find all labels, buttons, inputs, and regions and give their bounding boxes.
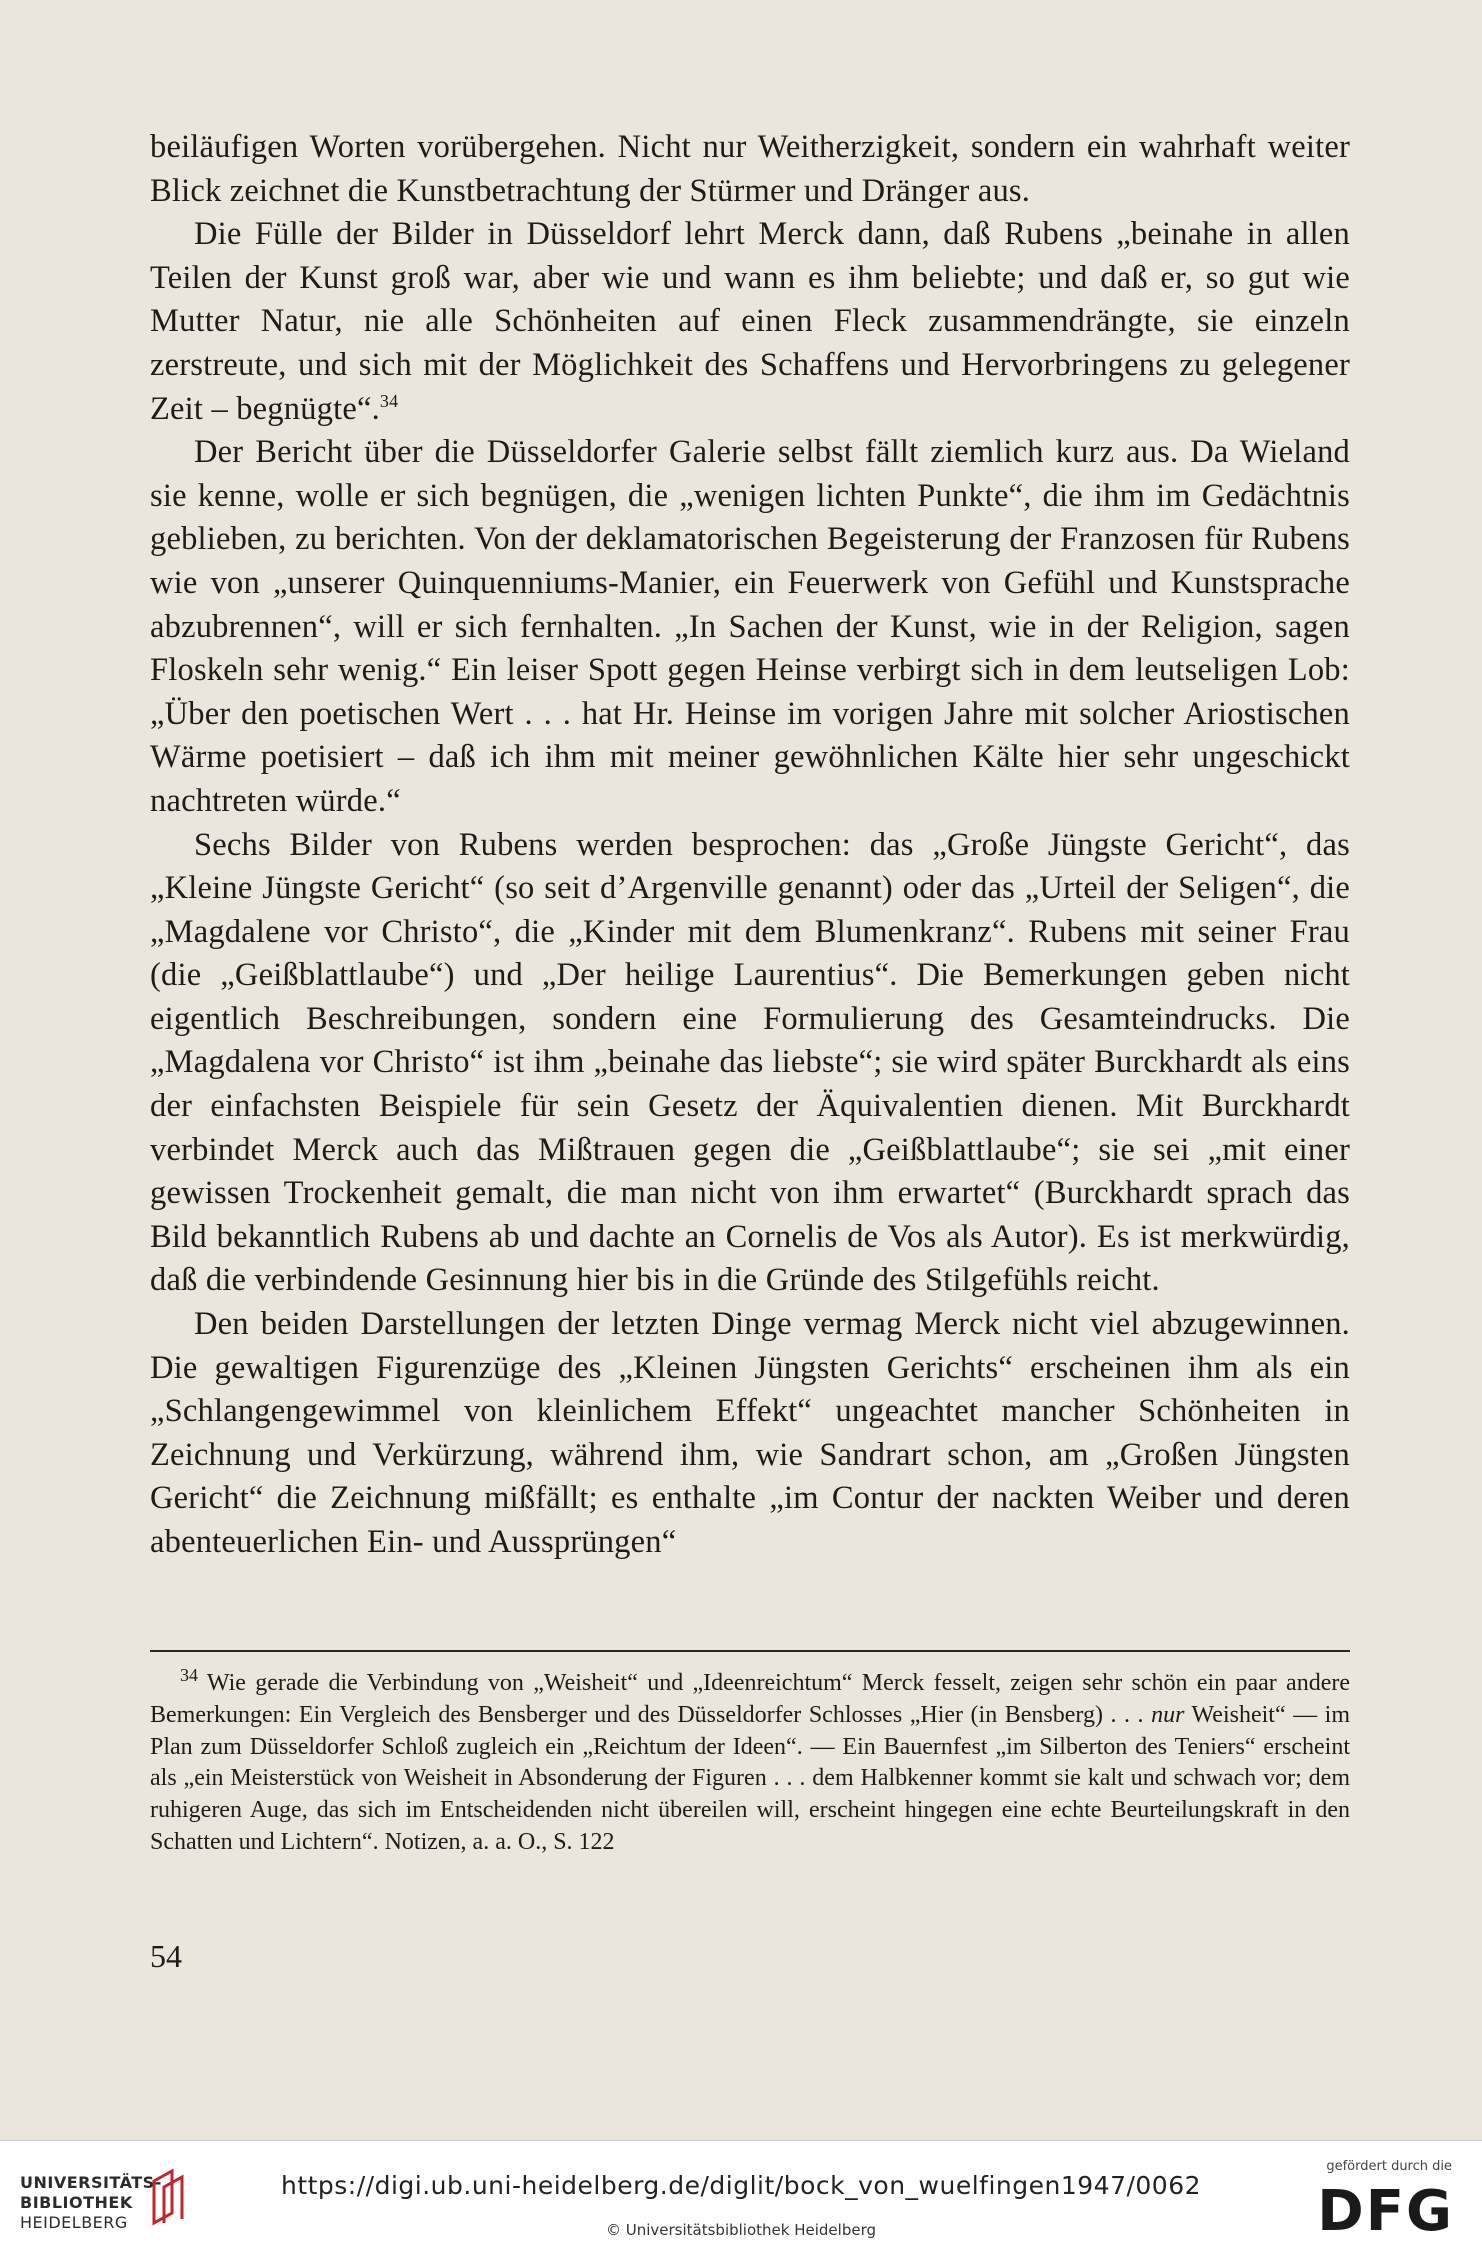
footnote-number: 34 <box>180 1665 198 1685</box>
copyright-notice: © Universitätsbibliothek Heidelberg <box>605 2221 876 2239</box>
viewer-footer <box>0 2140 1482 2256</box>
dfg-logo[interactable]: DFG <box>1317 2179 1454 2244</box>
footnote-text-part-a: Wie gerade die Verbindung von „Weisheit“ und „Ideenreichtum“ Merck fesselt, zeigen sehr schön ein paar andere Bemerkungen: Ein Vergleich des Bensberger und des Düsseldorfer Schlosses „Hier (in Bensberg) . . . <box>150 1670 1350 1728</box>
library-name-line-2: BIBLIOTHEK <box>20 2193 133 2212</box>
library-name-line-1: UNIVERSITÄTS- <box>20 2173 162 2192</box>
footnote-text-part-b: Weisheit“ — im Plan zum Düsseldorfer Schloß zugleich ein „Reichtum der Ideen“. — Ein Bauernfest „im Silberton des Teniers“ erscheint als „ein Meisterstück von Weisheit in Absonderung der Figuren . . . dem Halbkenner kommt sie kalt und schwach vor; dem ruhigeren Auge, das sich im Entscheidenden nicht übereilen will, erscheint hingegen eine echte Beurteilungskraft in den Schatten und Lichtern“. Notizen, a. a. O., S. 122 <box>150 1701 1351 1855</box>
footnote-paragraph <box>150 1665 1351 1859</box>
footnote-emphasis: nur <box>1151 1701 1185 1728</box>
paragraph-4: Sechs Bilder von Rubens werden besprochen: das „Große Jüngste Gericht“, das „Kleine Jüngste Gericht“ (so seit d’Argenville genannt) oder das „Urteil der Seligen“, die „Magdalene vor Christo“, die „Kinder mit dem Blumenkranz“. Rubens mit seiner Frau (die „Geißblattlaube“) und „Der heilige Laurentius“. Die Bemerkungen geben nicht eigentlich Beschreibungen, sondern eine Formulierung des Gesamteindrucks. Die „Magdalena vor Christo“ ist ihm „beinahe das liebste“; sie wird später Burckhardt als eins der einfachsten Beispiele für sein Gesetz der Äquivalentien dienen. Mit Burckhardt verbindet Merck auch das Mißtrauen gegen die „Geißblattlaube“; sie sei „mit einer gewissen Trockenheit gemalt, die man nicht von ihm erwartet“ (Burckhardt sprach das Bild bekanntlich Rubens ab und dachte an Cornelis de Vos als Autor). Es ist merkwürdig, daß die verbindende Gesinnung hier bis in die Gründe des Stilgefühls reicht. <box>150 826 1350 1299</box>
footnote-divider <box>150 1650 1350 1652</box>
paragraph-2 <box>150 213 1350 431</box>
paragraph-2-text: Die Fülle der Bilder in Düsseldorf lehrt Merck dann, daß Rubens „beinahe in allen Teilen der Kunst groß war, aber wie und wann es ihm beliebte; und daß er, so gut wie Mutter Natur, nie alle Schönheiten auf einen Fleck zusammendrängte, sie einzeln zerstreute, und sich mit der Möglichkeit des Schaffens und Hervorbringens zu gelegener Zeit – begnügte“. <box>150 216 1350 427</box>
main-text <box>150 126 1350 1565</box>
footnote-34 <box>150 1665 1351 1859</box>
paragraph-5: Den beiden Darstellungen der letzten Dinge vermag Merck nicht viel abzugewinnen. Die gewaltigen Figurenzüge des „Kleinen Jüngsten Gerichts“ erscheinen ihm als ein „Schlangengewimmel von kleinlichem Effekt“ ungeachtet mancher Schönheiten in Zeichnung und Verkürzung, während ihm, wie Sandrart schon, am „Großen Jüngsten Gericht“ die Zeichnung mißfällt; es enthalte „im Contur der nackten Weiber und deren abenteuerlichen Ein- und Aussprüngen“ <box>150 1306 1350 1560</box>
paragraph-3: Der Bericht über die Düsseldorfer Galerie selbst fällt ziemlich kurz aus. Da Wieland sie kenne, wolle er sich begnügen, die „wenigen lichten Punkte“, die ihm im Gedächtnis geblieben, zu berichten. Von der deklamatorischen Begeisterung der Franzosen für Rubens wie von „unserer Quinquenniums-Manier, ein Feuerwerk von Gefühl und Kunstsprache abzubrennen“, will er sich fernhalten. „In Sachen der Kunst, wie in der Religion, sagen Floskeln sehr wenig.“ Ein leiser Spott gegen Heinse verbirgt sich in dem leutseligen Lob: „Über den poetischen Wert . . . hat Hr. Heinse im vorigen Jahre mit solcher Ariostischen Wärme poetisiert – daß ich ihm mit meiner gewöhnlichen Kälte hier sehr ungeschickt nachtreten würde.“ <box>150 434 1350 819</box>
dfg-caption: gefördert durch die <box>1326 2159 1452 2174</box>
footnote-ref-34[interactable]: 34 <box>379 390 399 411</box>
library-name-line-3: HEIDELBERG <box>20 2213 128 2232</box>
page-number: 54 <box>150 1938 182 1974</box>
page-url-link[interactable]: https://digi.ub.uni-heidelberg.de/diglit/bock_von_wuelfingen1947/0062 <box>280 2171 1202 2200</box>
paragraph-1: beiläufigen Worten vorübergehen. Nicht nur Weitherzigkeit, sondern ein wahrhaft weiter Blick zeichnet die Kunstbetrachtung der Stürmer und Dränger aus. <box>150 129 1350 209</box>
